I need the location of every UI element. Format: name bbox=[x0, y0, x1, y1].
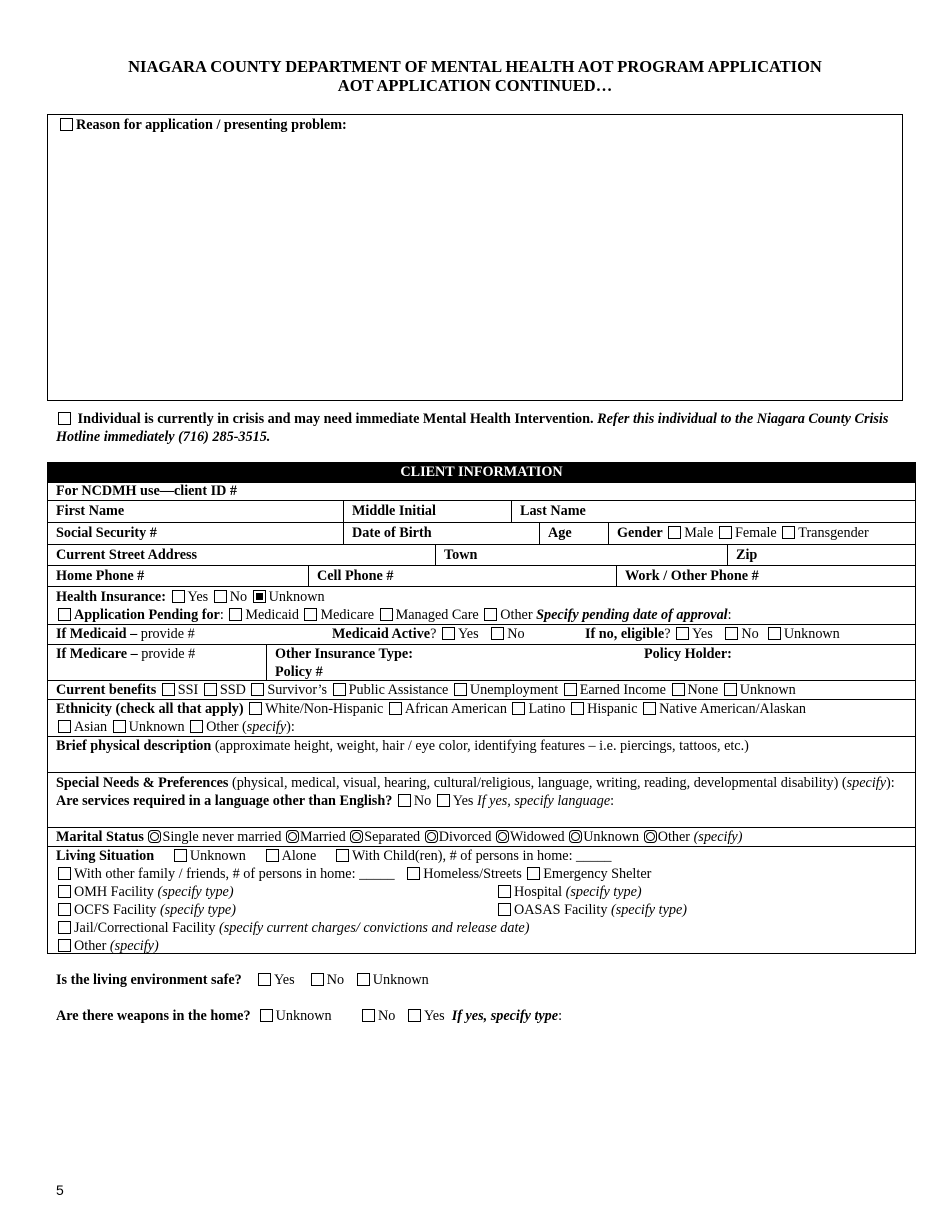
name-row bbox=[48, 500, 915, 522]
application-pending-checkbox[interactable] bbox=[58, 608, 71, 621]
benefit-none-checkbox[interactable] bbox=[672, 683, 685, 696]
health-insurance-row: Health Insurance: Yes No Unknown Application Pending for: Medicaid Medicare Managed Care Other Specify pending date of approval: bbox=[48, 586, 915, 624]
weapons-yes-checkbox[interactable] bbox=[408, 1009, 421, 1022]
gender-label: Gender bbox=[617, 525, 663, 541]
language-question: Are services required in a language other than English? bbox=[56, 793, 393, 809]
language-yes-checkbox[interactable] bbox=[437, 794, 450, 807]
medicaid-row: If Medicaid – provide # Medicaid Active? Yes No If no, eligible? Yes No Unknown bbox=[48, 624, 915, 644]
living-situation-row: Living Situation Unknown Alone With Child(ren), # of persons in home: _____ With other family / friends, # of persons in home: _____ Homeless/Streets Emergency Shelter OMH Facility (specify type) Hospital (specify type) OCFS Facility (specify type) OASAS Facility (specify type) Jail/Correctional Facility (specify current charges/ convictions and release date) Other (specify) bbox=[48, 846, 915, 953]
ssn-row: Social Security # Date of Birth Age Gender Male Female Transgender bbox=[48, 522, 915, 544]
physical-description-row bbox=[48, 736, 915, 772]
ethnicity-latino-checkbox[interactable] bbox=[512, 702, 525, 715]
crisis-hotline: Refer this individual to the Niagara County Crisis Hotline immediately (716) 285-3515. bbox=[56, 411, 889, 445]
marital-status-row: Marital Status Single never married Married Separated Divorced Widowed Unknown Other (specify) bbox=[48, 827, 915, 846]
ethnicity-other-checkbox[interactable] bbox=[190, 720, 203, 733]
physical-description-hint: (approximate height, weight, hair / eye color, identifying features – i.e. piercings, tattoos, etc.) bbox=[214, 738, 749, 754]
ethnicity-native-american-checkbox[interactable] bbox=[643, 702, 656, 715]
page-subtitle: AOT APPLICATION CONTINUED… bbox=[337, 76, 613, 95]
ethnicity-asian-checkbox[interactable] bbox=[58, 720, 71, 733]
special-needs-text: Special Needs & Preferences (physical, medical, visual, hearing, cultural/religious, language, writing, reading, developmental disability) (specify): bbox=[56, 775, 895, 791]
living-unknown-checkbox[interactable] bbox=[174, 849, 187, 862]
marital-single-radio[interactable] bbox=[148, 830, 161, 843]
client-information-form bbox=[47, 462, 916, 954]
health-no-checkbox[interactable] bbox=[214, 590, 227, 603]
safe-yes-checkbox[interactable] bbox=[258, 973, 271, 986]
ethnicity-african-american-checkbox[interactable] bbox=[389, 702, 402, 715]
benefit-public-assistance-checkbox[interactable] bbox=[333, 683, 346, 696]
living-other-checkbox[interactable] bbox=[58, 939, 71, 952]
benefit-unemployment-checkbox[interactable] bbox=[454, 683, 467, 696]
medicare-row: If Medicare – provide # Other Insurance Type: Policy # Policy Holder: bbox=[48, 644, 915, 680]
living-omh-checkbox[interactable] bbox=[58, 885, 71, 898]
eligible-yes-checkbox[interactable] bbox=[676, 627, 689, 640]
reason-checkbox[interactable] bbox=[60, 118, 73, 131]
middle-initial-label: Middle Initial bbox=[352, 503, 436, 519]
living-with-children-checkbox[interactable] bbox=[336, 849, 349, 862]
marital-married-radio[interactable] bbox=[286, 830, 299, 843]
special-needs-row: Special Needs & Preferences (physical, medical, visual, hearing, cultural/religious, language, writing, reading, developmental disability) (specify): Are services required in a language other than English? No Yes If yes, specify language: bbox=[48, 772, 915, 827]
benefits-row: Current benefits SSI SSD Survivor’s Public Assistance Unemployment Earned Income None Unknown bbox=[48, 680, 915, 699]
town-label: Town bbox=[444, 547, 478, 563]
home-phone-label: Home Phone # bbox=[56, 568, 145, 584]
pending-medicaid-checkbox[interactable] bbox=[229, 608, 242, 621]
last-name-label: Last Name bbox=[520, 503, 586, 519]
weapons-unknown-checkbox[interactable] bbox=[260, 1009, 273, 1022]
dob-label: Date of Birth bbox=[352, 525, 432, 541]
client-info-title: CLIENT INFORMATION bbox=[48, 463, 915, 482]
safe-unknown-checkbox[interactable] bbox=[357, 973, 370, 986]
medicaid-active-yes-checkbox[interactable] bbox=[442, 627, 455, 640]
ethnicity-label: Ethnicity (check all that apply) bbox=[56, 701, 244, 717]
application-pending-label: Application Pending for bbox=[74, 607, 220, 623]
pending-managed-care-checkbox[interactable] bbox=[380, 608, 393, 621]
language-no-checkbox[interactable] bbox=[398, 794, 411, 807]
pending-medicare-checkbox[interactable] bbox=[304, 608, 317, 621]
medicaid-active-label: Medicaid Active bbox=[332, 626, 431, 642]
ncdmh-row bbox=[48, 482, 915, 500]
health-yes-checkbox[interactable] bbox=[172, 590, 185, 603]
work-phone-label: Work / Other Phone # bbox=[625, 568, 759, 584]
benefit-ssi-checkbox[interactable] bbox=[162, 683, 175, 696]
ethnicity-hispanic-checkbox[interactable] bbox=[571, 702, 584, 715]
crisis-checkbox[interactable] bbox=[58, 412, 71, 425]
eligible-no-checkbox[interactable] bbox=[725, 627, 738, 640]
gender-transgender-checkbox[interactable] bbox=[782, 526, 795, 539]
weapons-specify-label: If yes, specify type bbox=[451, 1008, 559, 1024]
policy-holder-label: Policy Holder: bbox=[644, 646, 732, 662]
living-situation-label: Living Situation bbox=[56, 848, 155, 864]
health-unknown-checkbox[interactable] bbox=[253, 590, 266, 603]
physical-description-label: Brief physical description bbox=[56, 738, 212, 754]
marital-divorced-radio[interactable] bbox=[425, 830, 438, 843]
address-row bbox=[48, 544, 915, 565]
other-insurance-label: Other Insurance Type: bbox=[275, 646, 413, 662]
zip-label: Zip bbox=[736, 547, 758, 563]
living-hospital-checkbox[interactable] bbox=[498, 885, 511, 898]
marital-separated-radio[interactable] bbox=[350, 830, 363, 843]
ncdmh-label: For NCDMH use—client ID # bbox=[56, 483, 238, 499]
gender-male-checkbox[interactable] bbox=[668, 526, 681, 539]
cell-phone-label: Cell Phone # bbox=[317, 568, 394, 584]
medicare-label: If Medicare – bbox=[56, 646, 138, 662]
pending-specify-label: Specify pending date of approval bbox=[536, 607, 728, 623]
ethnicity-row: Ethnicity (check all that apply) White/Non-Hispanic African American Latino Hispanic Native American/Alaskan Asian Unknown Other (specify): bbox=[48, 699, 915, 736]
ethnicity-white-checkbox[interactable] bbox=[249, 702, 262, 715]
marital-widowed-radio[interactable] bbox=[496, 830, 509, 843]
gender-female-checkbox[interactable] bbox=[719, 526, 732, 539]
policy-number-label: Policy # bbox=[275, 664, 323, 680]
page-title: NIAGARA COUNTY DEPARTMENT OF MENTAL HEALTH AOT PROGRAM APPLICATION bbox=[128, 57, 822, 76]
weapons-question: Are there weapons in the home? Unknown No Yes If yes, specify type: bbox=[56, 1008, 563, 1024]
benefit-ssd-checkbox[interactable] bbox=[204, 683, 217, 696]
living-alone-checkbox[interactable] bbox=[266, 849, 279, 862]
age-label: Age bbox=[548, 525, 572, 541]
phone-row bbox=[48, 565, 915, 586]
marital-unknown-radio[interactable] bbox=[569, 830, 582, 843]
safe-no-checkbox[interactable] bbox=[311, 973, 324, 986]
benefit-unknown-checkbox[interactable] bbox=[724, 683, 737, 696]
marital-other-radio[interactable] bbox=[644, 830, 657, 843]
benefit-earned-income-checkbox[interactable] bbox=[564, 683, 577, 696]
benefits-label: Current benefits bbox=[56, 682, 157, 698]
pending-other-checkbox[interactable] bbox=[484, 608, 497, 621]
living-family-checkbox[interactable] bbox=[58, 867, 71, 880]
ssn-label: Social Security # bbox=[56, 525, 157, 541]
reason-box[interactable] bbox=[47, 114, 903, 401]
street-label: Current Street Address bbox=[56, 547, 198, 563]
weapons-no-checkbox[interactable] bbox=[362, 1009, 375, 1022]
living-jail-checkbox[interactable] bbox=[58, 921, 71, 934]
language-specify-label: If yes, specify language bbox=[476, 793, 611, 809]
living-ocfs-checkbox[interactable] bbox=[58, 903, 71, 916]
medicaid-label: If Medicaid – bbox=[56, 626, 138, 642]
medicaid-active-no-checkbox[interactable] bbox=[491, 627, 504, 640]
crisis-text: Individual is currently in crisis and may need immediate Mental Health Intervention. bbox=[77, 411, 594, 427]
living-oasas-checkbox[interactable] bbox=[498, 903, 511, 916]
living-environment-question: Is the living environment safe? Yes No Unknown bbox=[56, 972, 429, 988]
marital-status-label: Marital Status bbox=[56, 829, 144, 845]
first-name-label: First Name bbox=[56, 503, 125, 519]
living-homeless-checkbox[interactable] bbox=[407, 867, 420, 880]
eligible-label: If no, eligible bbox=[585, 626, 665, 642]
living-shelter-checkbox[interactable] bbox=[527, 867, 540, 880]
benefit-survivors-checkbox[interactable] bbox=[251, 683, 264, 696]
health-insurance-label: Health Insurance: bbox=[56, 589, 166, 605]
eligible-unknown-checkbox[interactable] bbox=[768, 627, 781, 640]
ethnicity-unknown-checkbox[interactable] bbox=[113, 720, 126, 733]
crisis-notice bbox=[56, 410, 901, 446]
reason-label: Reason for application / presenting problem: bbox=[58, 117, 347, 134]
page-number: 5 bbox=[56, 1182, 64, 1198]
